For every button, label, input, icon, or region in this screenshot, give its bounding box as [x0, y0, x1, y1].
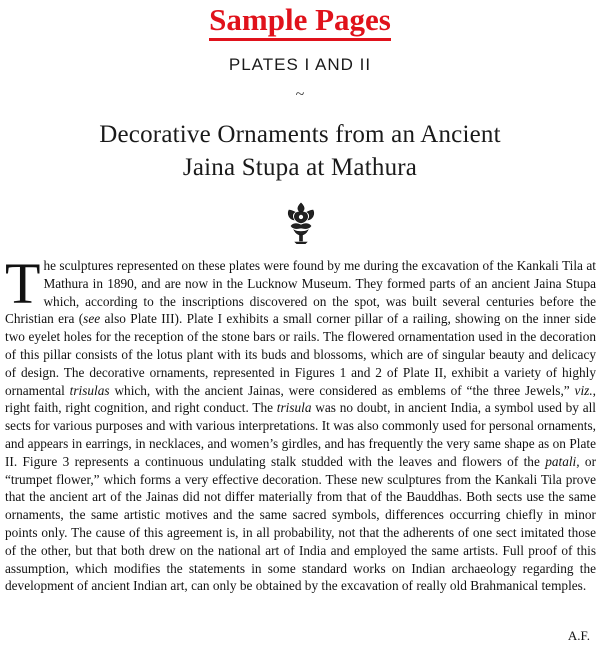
body-italic-trisulas: trisulas	[69, 382, 110, 398]
banner-text: Sample Pages	[209, 2, 391, 41]
body-italic-see: see	[83, 311, 101, 327]
body-text-6: or “trumpet flower,” which forms a very effective decoration. These new sculptures from the Kankali Tila prove that the ancient art of the Jainas did not differ materially from that of the Bauddhas. Both sects use the same ornaments, the same artistic motives and the same sacred symbols, differences occurring chiefly in minor points only. The cause of this agreement is, in all probability, not that the adherents of one sect imitated those of the other, but that both drew on the national art of India and employed the same artists. Full proof of this assumption, which modifies the statements in some standard works on Indian archaeology regarding the development of ancient Indian art, can only be obtained by the excavation of really old Brahmanical temples.	[5, 453, 597, 594]
body-text-1: he sculptures represented on these plates were found by me during the excavation of the Kankali Tila at Mathura in 1890, and are now in the Lucknow Museum. They formed parts of an ancient Jaina Stupa which, according to the inscriptions discovered on the spot, was built several centuries before the Christian era (	[5, 258, 596, 327]
plates-heading: PLATES I AND II	[228, 55, 372, 74]
body-italic-trisula: trisula	[276, 400, 312, 416]
body-text-3: which, with the ancient Jainas, were considered as emblems of “the three Jewels,”	[109, 382, 575, 398]
body-text-5: was no doubt, in ancient India, a symbol used by all sects for various purposes and with various interpretations. It was also commonly used for personal ornaments, and appears in earrings, in necklaces, and women’s girdles, and has frequently the very same shape as on Plate II. Figure 3 represents a continuous undulating stalk studded with the leaves and flowers of the	[5, 400, 596, 469]
body-italic-viz: viz.	[574, 382, 593, 398]
article-title	[0, 118, 600, 184]
divider-tilde: ~	[295, 86, 305, 103]
body-italic-patali: patali,	[545, 453, 580, 469]
author-signature: A.F.	[567, 628, 590, 643]
sample-pages-banner	[0, 2, 600, 41]
trisula-ornament-icon	[283, 202, 319, 244]
body-text-2: also Plate III). Plate I exhibits a small corner pillar of a railing, showing on the inner side two eyelet holes for the reception of the stone bars or rails. The flowered ornamentation used in the decoration of this pillar consists of the lotus plant with its buds and blossoms, which are of singular beauty and delicacy of design. The decorative ornaments, represented in Figures 1 and 2 of Plate II, exhibit a variety of highly ornamental	[5, 311, 596, 398]
title-line-1: Decorative Ornaments from an Ancient	[99, 121, 501, 148]
title-line-2: Jaina Stupa at Mathura	[182, 154, 418, 181]
body-paragraph	[5, 251, 597, 595]
drop-cap: T	[5, 251, 41, 316]
body-text-4: , right faith, right cognition, and right conduct. The	[5, 382, 596, 416]
